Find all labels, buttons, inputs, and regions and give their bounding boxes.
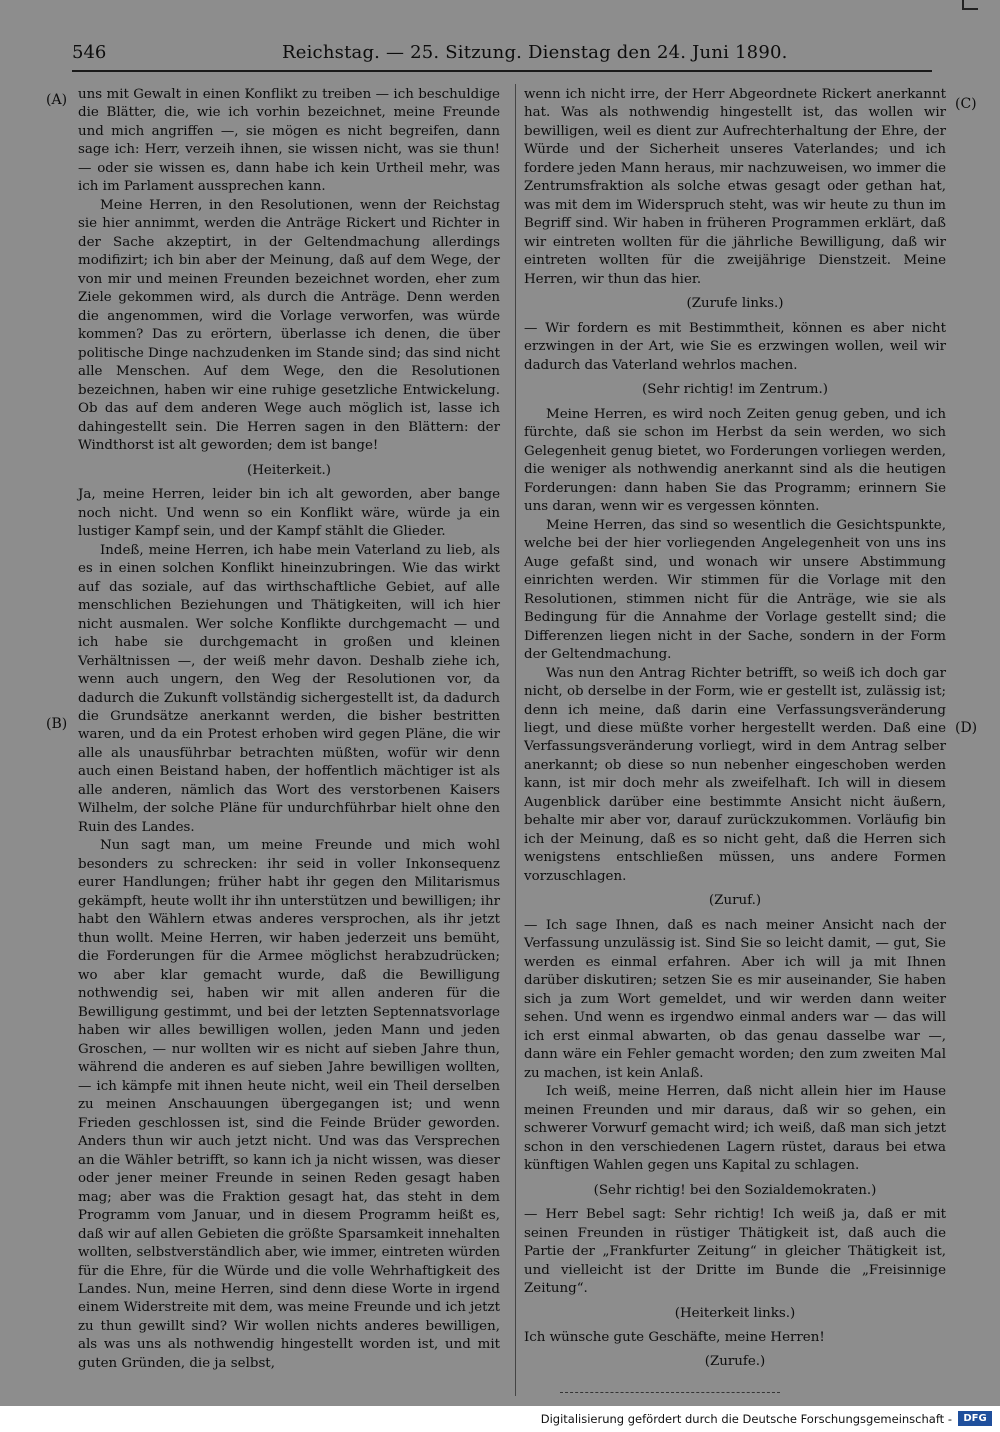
paragraph: Was nun den Antrag Richter betrifft, so weiß ich doch gar nicht, ob derselbe in der Form, wie er gestellt ist, zulässig ist; denn ich meine, daß darin eine Verfassungsveränderung liegt, und diese müßte vorher hergestellt werden. Daß eine Verfassungsveränderung vorliegt, wird in dem Antrag selber anerkannt; ob diese so nun nebenher eingeschoben werden kann, ist mir doch mehr als zweifelhaft. Ich will in diesem Augenblick darüber eine bestimmte Ansicht nicht äußern, behalte mir aber vor, darauf zurückzukommen. Vorläufig bin ich der Meinung, daß es so nicht geht, daß die Herren sich wenigstens entschließen müssen, uns andere Formen vorzuschlagen.: [524, 665, 946, 884]
end-rule: [560, 1392, 780, 1393]
interjection: (Sehr richtig! bei den Sozialdemokraten.): [593, 1182, 877, 1198]
header-title: Reichstag. — 25. Sitzung. Dienstag den 24. Juni 1890.: [282, 42, 788, 63]
paragraph: Ich weiß, meine Herren, daß nicht allein hier im Hause meinen Freunden und mir daraus, daß wir so gehen, ein schwerer Vorwurf gemacht wird; ich weiß, daß man sich jetzt schon in den verschiedenen Lagern rüstet, daraus bei etwa künftigen Wahlen gegen uns Kapital zu schlagen.: [524, 1084, 946, 1174]
crop-mark: [962, 0, 978, 10]
interjection: (Sehr richtig! im Zentrum.): [642, 382, 828, 398]
paragraph: uns mit Gewalt in einen Konflikt zu treiben — ich beschuldige die Blätter, die, wie ich vorhin bezeichnet, meine Freunde und mich angriffen —, sie mögen es nicht begreifen, dann sage ich: Herr, verzeih ihnen, sie wissen nicht, was sie thun! — oder sie wissen es, dann habe ich kein Urtheil mehr, was ich im Parlament aussprechen kann.: [78, 87, 500, 195]
interjection: (Zuruf.): [708, 893, 762, 909]
paragraph: wenn ich nicht irre, der Herr Abgeordnete Rickert anerkannt hat. Was als nothwendig hingestellt ist, das wollen wir bewilligen, weil es dient zur Aufrechterhaltung der Ehre, der Würde und der Sicherheit unseres Vaterlandes; und ich fordere jeden Mann heraus, mir nachzuweisen, wo immer die Zentrumsfraktion als solche etwas gesagt oder gethan hat, was mit dem im Widerspruch steht, was wir heute zu thun im Begriff sind. Wir haben in früheren Programmen erklärt, daß wir eintreten wollten für die jährliche Bewilligung, daß wir eintreten wollten für die zweijährige Dienstzeit. Meine Herren, wir thun das hier.: [524, 87, 946, 287]
paragraph: — Herr Bebel sagt: Sehr richtig! Ich weiß ja, daß er mit seinen Freunden in rüstiger Thätigkeit ist, daß auch die Partie der „Frankfurter Zeitung“ in gleicher Thätigkeit ist, und vielleicht ist der Dritte im Bunde die „Freisinnige Zeitung“.: [524, 1207, 946, 1297]
paragraph: Meine Herren, das sind so wesentlich die Gesichtspunkte, welche bei der hier vorliegenden Angelegenheit von uns ins Auge gefaßt sind, und wonach wir unsere Abstimmung einrichten werden. Wir stimmen für die Vorlage mit den Resolutionen, stimmen nicht für die Anträge, wie sie als Bedingung für die Annahme der Vorlage gestellt sind; die Differenzen liegen nicht in der Sache, sondern in der Form der Geltendmachung.: [524, 517, 946, 663]
paragraph: Meine Herren, in den Resolutionen, wenn der Reichstag sie hier annimmt, werden die Anträge Rickert und Richter in der Sache akzeptirt, in der Geltendmachung allerdings modifizirt; ich bin aber der Meinung, daß auf dem Wege, der von mir und meinen Freunden bezeichnet worden, eher zum Ziele gekommen wird, als durch die Anträge. Denn werden die angenommen, wird die Vorlage verworfen, was würde kommen? Das zu erörtern, überlasse ich denen, die über politische Dinge nachzudenken im Stande sind; das sind nicht alle Menschen. Auf dem Wege, den die Resolutionen bezeichnen, haben wir eine ruhige gesetzliche Entwickelung. Ob das auf dem anderen Wege auch möglich ist, lasse ich dahingestellt sein. Die Herren sagen in den Blättern: der Windthorst ist alt geworden; dem ist bange!: [78, 197, 500, 454]
dfg-logo: DFG: [958, 1411, 992, 1426]
paragraph: Nun sagt man, um meine Freunde und mich wohl besonders zu schrecken: ihr seid in voller Inkonsequenz eurer Handlungen; früher habt ihr gegen den Militarismus gekämpft, heute wollt ihr ihn unterstützen und bewilligen; ihr habt den Wählern etwas anderes versprochen, als ihr jetzt thun wollt. Meine Herren, wir haben jederzeit uns bemüht, die Forderungen für die Armee möglichst herabzudrücken; wo aber klar gemacht wurde, daß die Bewilligung nothwendig sei, haben wir mit allen anderen für die Bewilligung gestimmt, und bei der letzten Septennatsvorlage haben wir alles bewilligen wollen, jeden Mann und jeden Groschen, — nur wollten wir es nicht auf sieben Jahre thun, während die anderen es auf sieben Jahre bewilligen wollten, — ich kämpfe mit ihnen heute nicht, weil ein Theil derselben zu meinen Anschauungen übergegangen ist; und wenn Frieden geschlossen ist, sind die Feinde Brüder geworden. Anders thun wir auch jetzt nicht. Und was das Versprechen an die Wähler betrifft, so kann ich ja nicht wissen, was dieser oder jener meiner Freunde in seinen Reden gesagt haben mag; aber was die Fraktion gesagt hat, das steht in dem Programm vom Januar, und in diesem Programm heißt es, daß wir auf allen Gebieten die größte Sparsamkeit innehalten wollten, selbstverständlich aber, wie immer, eintreten würden für die Ehre, für die Würde und die volle Wehrhaftigkeit des Landes. Nun, meine Herren, sind denn diese Worte in irgend einem Widerstreite mit dem, was meine Freunde und ich jetzt zu thun gewillt sind? Wir wollen nichts anderes bewilligen, als was uns als nothwendig hingestellt worden ist, und mit guten Gründen, die ja selbst,: [78, 838, 500, 1371]
right-column: [524, 86, 946, 1378]
interjection: (Zurufe links.): [686, 296, 784, 312]
paragraph: Ich wünsche gute Geschäfte, meine Herren!: [524, 1330, 825, 1345]
interjection: (Heiterkeit.): [247, 462, 331, 478]
paragraph: — Ich sage Ihnen, daß es nach meiner Ansicht nach der Verfassung unzulässig ist. Sind Sie so leicht damit, — gut, Sie werden es einmal erfahren. Aber ich will ja mit Ihnen darüber diskutiren; setzen Sie es mir auseinander, Sie haben sich ja zum Wort gemeldet, und wir werden dann weiter sehen. Und wenn es irgendwo einmal anders war — das will ich erst einmal abwarten, ob das genau dasselbe war —, dann wäre ein Fehler gemacht worden; den zum zweiten Mal zu machen, ist kein Anlaß.: [524, 917, 946, 1081]
margin-letter-d: (D): [955, 720, 978, 736]
left-column: [78, 86, 500, 1373]
header-rule: [72, 70, 932, 72]
paragraph: Indeß, meine Herren, ich habe mein Vaterland zu lieb, als es in einen solchen Konflikt hineinzubringen. Wie das wirkt auf das soziale, auf das wirthschaftliche Gebiet, auf alle menschlichen Beziehungen und Thätigkeiten, will ich hier nicht ausmalen. Wer solche Konflikte durchgemacht — und ich habe sie durchgemacht in großen und kleinen Verhältnissen —, der weiß mehr davon. Deshalb ziehe ich, wenn auch ungern, den Weg der Resolutionen vor, da dadurch die Zukunft vollständig sichergestellt ist, da dadurch die Grundsätze anerkannt werden, die bisher bestritten waren, und da ein Protest erhoben wird gegen Pläne, die wir alle als unausführbar betrachten müßten, wofür wir denn auch einen Beistand haben, der hoffentlich mächtiger ist als alle anderen, nämlich das Wort des verstorbenen Kaisers Wilhelm, der solche Pläne für undurchführbar hielt ohne den Ruin des Landes.: [78, 542, 500, 835]
margin-letter-a: (A): [46, 92, 68, 108]
interjection: (Heiterkeit links.): [674, 1305, 796, 1321]
column-divider: [515, 84, 516, 1396]
paragraph: Ja, meine Herren, leider bin ich alt geworden, aber bange noch nicht. Und wenn so ein Konflikt wäre, würde ja ein lustiger Kampf sein, und der Kampf stählt die Glieder.: [78, 487, 500, 540]
paragraph: Meine Herren, es wird noch Zeiten genug geben, und ich fürchte, daß sie schon im Herbst da sein werden, wo sich Gelegenheit genug bietet, wo Forderungen vorliegen werden, die weniger als nothwendig anerkannt sind als die heutigen Forderungen: dann haben Sie das Programm; erinnern Sie uns daran, wenn wir es vergessen könnten.: [524, 406, 946, 515]
page-number: 546: [72, 42, 107, 63]
margin-letter-c: (C): [955, 96, 977, 112]
interjection: (Zurufe.): [704, 1354, 766, 1370]
margin-letter-b: (B): [46, 716, 68, 732]
paragraph: — Wir fordern es mit Bestimmtheit, können es aber nicht erzwingen in der Art, wie Sie es erzwingen wollen, weil wir dadurch das Vaterland wehrlos machen.: [524, 320, 946, 373]
footer-bar: [0, 1406, 1000, 1432]
page-header: [72, 42, 902, 68]
footer-credit: Digitalisierung gefördert durch die Deutsche Forschungsgemeinschaft -: [540, 1412, 952, 1426]
